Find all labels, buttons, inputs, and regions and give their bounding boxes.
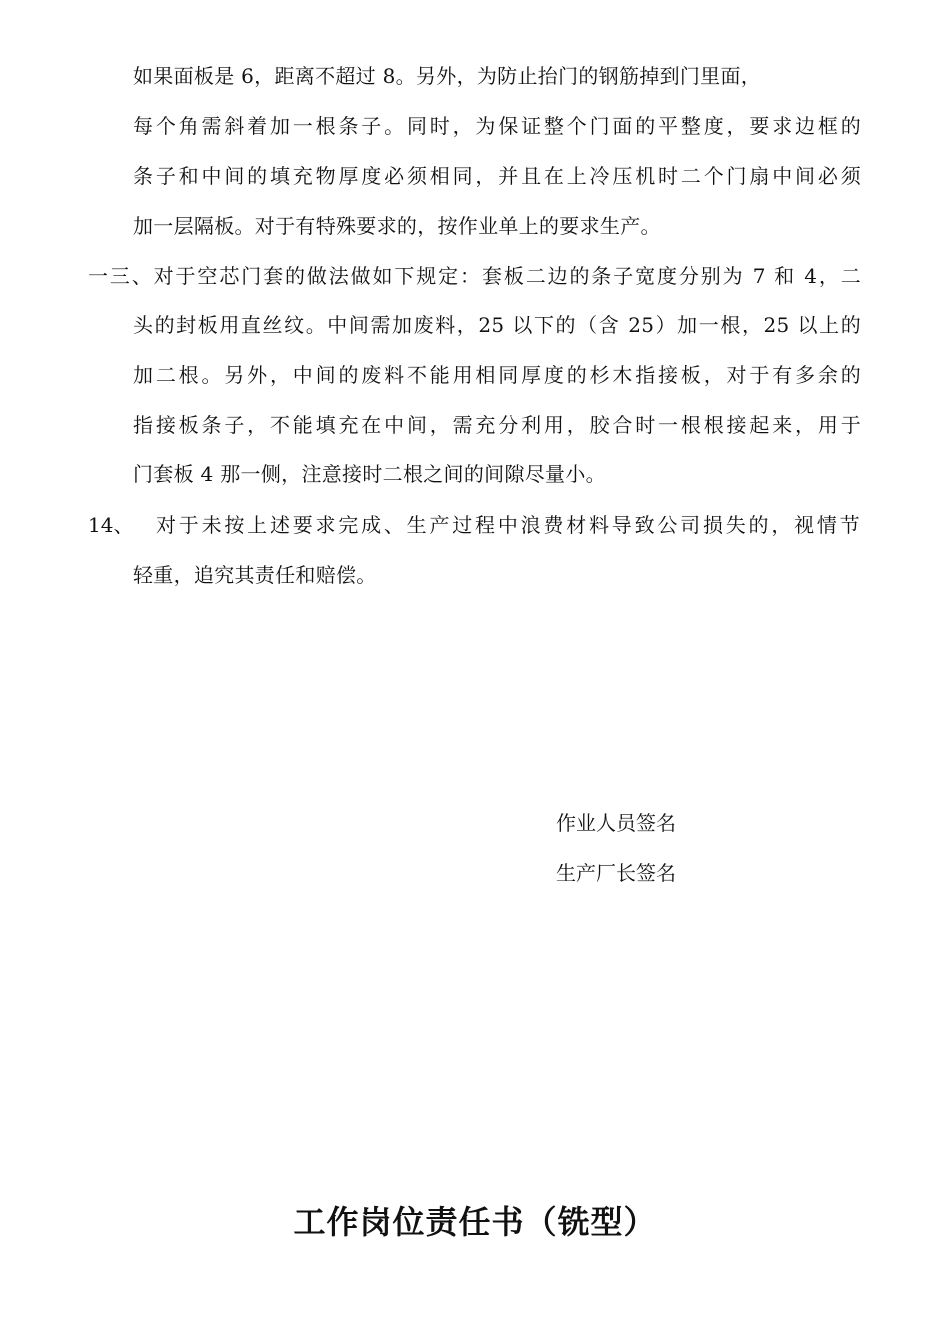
paragraph-line: 指接板条子，不能填充在中间，需充分利用，胶合时一根根接起来，用于 [133,413,861,437]
paragraph-line: 条子和中间的填充物厚度必须相同，并且在上冷压机时二个门扇中间必须 [133,164,861,188]
paragraph-line: 一三、对于空芯门套的做法做如下规定：套板二边的条子宽度分别为 7 和 4，二 [88,264,861,288]
operator-signature-label: 作业人员签名 [556,811,676,835]
page-title: 工作岗位责任书（铣型） [293,1203,657,1241]
paragraph-line: 对于未按上述要求完成、生产过程中浪费材料导致公司损失的，视情节 [156,513,860,537]
paragraph-line: 门套板 4 那一侧，注意接时二根之间的间隙尽量小。 [133,462,606,486]
item-number: 14、 [88,513,134,537]
paragraph-line: 加一层隔板。对于有特殊要求的，按作业单上的要求生产。 [133,214,661,238]
paragraph-line: 加二根。另外，中间的废料不能用相同厚度的杉木指接板，对于有多余的 [133,363,861,387]
paragraph-line: 头的封板用直丝纹。中间需加废料，25 以下的（含 25）加一根，25 以上的 [133,313,861,337]
paragraph-line: 如果面板是 6，距离不超过 8。另外，为防止抬门的钢筋掉到门里面， [133,64,762,88]
paragraph-line: 每个角需斜着加一根条子。同时，为保证整个门面的平整度，要求边框的 [133,114,861,138]
paragraph-line: 轻重，追究其责任和赔偿。 [133,563,377,587]
director-signature-label: 生产厂长签名 [556,861,676,885]
